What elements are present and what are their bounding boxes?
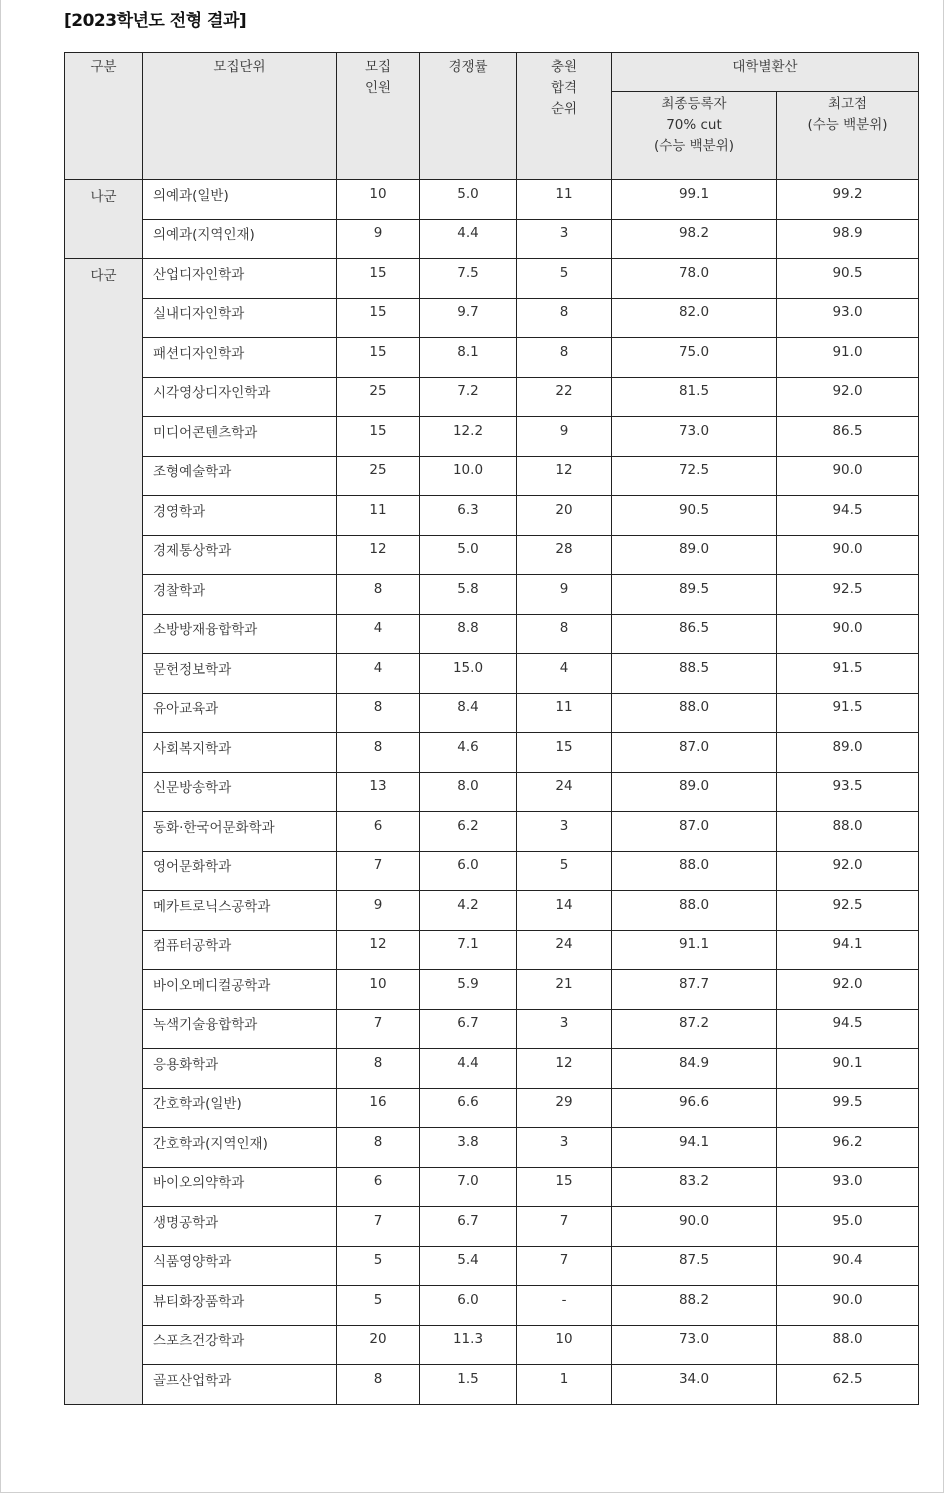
cell-quota: 12 — [337, 535, 420, 575]
cell-cut70: 81.5 — [612, 377, 777, 417]
cell-quota: 8 — [337, 575, 420, 615]
cell-max: 99.5 — [777, 1088, 919, 1128]
table-row — [65, 851, 919, 891]
cell-unit: 식품영양학과 — [143, 1246, 337, 1286]
cell-cut70: 87.0 — [612, 733, 777, 773]
header-conversion: 대학별환산 — [612, 53, 919, 92]
table-row — [65, 377, 919, 417]
cell-quota: 5 — [337, 1246, 420, 1286]
cell-waitlist: 29 — [517, 1088, 612, 1128]
cell-unit: 응용화학과 — [143, 1049, 337, 1089]
table-row — [65, 970, 919, 1010]
cell-max: 92.0 — [777, 377, 919, 417]
cell-unit: 실내디자인학과 — [143, 298, 337, 338]
header-competition: 경쟁률 — [420, 53, 517, 180]
cell-waitlist: 15 — [517, 1167, 612, 1207]
cell-unit: 뷰티화장품학과 — [143, 1286, 337, 1326]
cell-quota: 12 — [337, 930, 420, 970]
cell-quota: 6 — [337, 1167, 420, 1207]
cell-competition: 6.3 — [420, 496, 517, 536]
cell-quota: 9 — [337, 891, 420, 931]
cell-cut70: 87.0 — [612, 812, 777, 852]
cell-cut70: 86.5 — [612, 614, 777, 654]
cell-waitlist: 12 — [517, 1049, 612, 1089]
cell-quota: 20 — [337, 1325, 420, 1365]
table-row — [65, 259, 919, 299]
cell-waitlist: 11 — [517, 693, 612, 733]
cell-max: 93.5 — [777, 772, 919, 812]
cell-max: 90.4 — [777, 1246, 919, 1286]
cell-unit: 간호학과(지역인재) — [143, 1128, 337, 1168]
cell-quota: 8 — [337, 1049, 420, 1089]
table-row — [65, 1325, 919, 1365]
header-max: 최고점 (수능 백분위) — [777, 92, 919, 180]
cell-quota: 15 — [337, 298, 420, 338]
header-unit: 모집단위 — [143, 53, 337, 180]
cell-max: 86.5 — [777, 417, 919, 457]
cell-cut70: 91.1 — [612, 930, 777, 970]
cell-competition: 3.8 — [420, 1128, 517, 1168]
cell-quota: 5 — [337, 1286, 420, 1326]
cell-waitlist: - — [517, 1286, 612, 1326]
cell-unit: 패션디자인학과 — [143, 338, 337, 378]
table-row — [65, 1246, 919, 1286]
cell-waitlist: 14 — [517, 891, 612, 931]
table-row — [65, 535, 919, 575]
cell-unit: 간호학과(일반) — [143, 1088, 337, 1128]
table-row — [65, 812, 919, 852]
table-row — [65, 1286, 919, 1326]
cell-competition: 5.9 — [420, 970, 517, 1010]
cell-waitlist: 8 — [517, 614, 612, 654]
admission-results-table — [64, 52, 919, 1405]
table-body — [65, 180, 919, 1405]
cell-max: 90.0 — [777, 614, 919, 654]
cell-cut70: 87.2 — [612, 1009, 777, 1049]
table-row — [65, 614, 919, 654]
cell-max: 62.5 — [777, 1365, 919, 1405]
cell-quota: 8 — [337, 733, 420, 773]
cell-cut70: 96.6 — [612, 1088, 777, 1128]
table-row — [65, 1167, 919, 1207]
cell-quota: 13 — [337, 772, 420, 812]
cell-competition: 7.1 — [420, 930, 517, 970]
cell-max: 91.5 — [777, 693, 919, 733]
table-row — [65, 338, 919, 378]
cell-quota: 16 — [337, 1088, 420, 1128]
cell-waitlist: 15 — [517, 733, 612, 773]
cell-waitlist: 21 — [517, 970, 612, 1010]
cell-cut70: 88.2 — [612, 1286, 777, 1326]
cell-cut70: 89.0 — [612, 772, 777, 812]
cell-cut70: 99.1 — [612, 180, 777, 220]
cell-waitlist: 3 — [517, 1128, 612, 1168]
cell-waitlist: 10 — [517, 1325, 612, 1365]
cell-cut70: 88.5 — [612, 654, 777, 694]
cell-waitlist: 28 — [517, 535, 612, 575]
table-row — [65, 693, 919, 733]
cell-waitlist: 9 — [517, 417, 612, 457]
cell-competition: 7.5 — [420, 259, 517, 299]
cell-max: 92.0 — [777, 851, 919, 891]
cell-max: 90.0 — [777, 535, 919, 575]
cell-quota: 15 — [337, 417, 420, 457]
cell-competition: 5.0 — [420, 535, 517, 575]
cell-max: 93.0 — [777, 298, 919, 338]
table-row — [65, 219, 919, 259]
cell-cut70: 78.0 — [612, 259, 777, 299]
cell-competition: 11.3 — [420, 1325, 517, 1365]
cell-unit: 컴퓨터공학과 — [143, 930, 337, 970]
cell-cut70: 89.0 — [612, 535, 777, 575]
cell-unit: 의예과(지역인재) — [143, 219, 337, 259]
cell-waitlist: 22 — [517, 377, 612, 417]
cell-unit: 생명공학과 — [143, 1207, 337, 1247]
cell-max: 92.5 — [777, 891, 919, 931]
cell-competition: 5.4 — [420, 1246, 517, 1286]
cell-max: 88.0 — [777, 812, 919, 852]
cell-unit: 바이오의약학과 — [143, 1167, 337, 1207]
cell-quota: 15 — [337, 259, 420, 299]
cell-waitlist: 5 — [517, 851, 612, 891]
cell-competition: 6.0 — [420, 1286, 517, 1326]
cell-waitlist: 8 — [517, 338, 612, 378]
header-waitlist: 충원 합격 순위 — [517, 53, 612, 180]
cell-unit: 동화·한국어문화학과 — [143, 812, 337, 852]
cell-competition: 7.0 — [420, 1167, 517, 1207]
cell-cut70: 88.0 — [612, 851, 777, 891]
cell-cut70: 73.0 — [612, 417, 777, 457]
cell-cut70: 83.2 — [612, 1167, 777, 1207]
cell-waitlist: 3 — [517, 219, 612, 259]
cell-quota: 6 — [337, 812, 420, 852]
header-category: 구분 — [65, 53, 143, 180]
cell-competition: 10.0 — [420, 456, 517, 496]
cell-unit: 의예과(일반) — [143, 180, 337, 220]
cell-max: 98.9 — [777, 219, 919, 259]
cell-quota: 8 — [337, 1365, 420, 1405]
header-quota: 모집 인원 — [337, 53, 420, 180]
cell-max: 95.0 — [777, 1207, 919, 1247]
cell-waitlist: 8 — [517, 298, 612, 338]
cell-max: 92.5 — [777, 575, 919, 615]
cell-quota: 7 — [337, 1009, 420, 1049]
cell-cut70: 73.0 — [612, 1325, 777, 1365]
table-row — [65, 417, 919, 457]
cell-competition: 8.4 — [420, 693, 517, 733]
table-row — [65, 1207, 919, 1247]
cell-unit: 메카트로닉스공학과 — [143, 891, 337, 931]
cell-unit: 경찰학과 — [143, 575, 337, 615]
cell-competition: 4.2 — [420, 891, 517, 931]
cell-waitlist: 7 — [517, 1246, 612, 1286]
table-row — [65, 575, 919, 615]
cell-waitlist: 3 — [517, 812, 612, 852]
cell-quota: 7 — [337, 851, 420, 891]
cell-unit: 경제통상학과 — [143, 535, 337, 575]
cell-unit: 미디어콘텐츠학과 — [143, 417, 337, 457]
cell-unit: 바이오메디컬공학과 — [143, 970, 337, 1010]
cell-quota: 25 — [337, 456, 420, 496]
cell-max: 90.5 — [777, 259, 919, 299]
cell-competition: 6.7 — [420, 1207, 517, 1247]
cell-unit: 조형예술학과 — [143, 456, 337, 496]
cell-unit: 소방방재융합학과 — [143, 614, 337, 654]
cell-cut70: 87.5 — [612, 1246, 777, 1286]
cell-competition: 8.8 — [420, 614, 517, 654]
cell-max: 99.2 — [777, 180, 919, 220]
cell-competition: 1.5 — [420, 1365, 517, 1405]
table-row — [65, 1088, 919, 1128]
cell-waitlist: 11 — [517, 180, 612, 220]
cell-competition: 8.1 — [420, 338, 517, 378]
cell-competition: 6.6 — [420, 1088, 517, 1128]
cell-quota: 4 — [337, 614, 420, 654]
cell-unit: 유아교육과 — [143, 693, 337, 733]
cell-unit: 시각영상디자인학과 — [143, 377, 337, 417]
cell-waitlist: 5 — [517, 259, 612, 299]
cell-unit: 신문방송학과 — [143, 772, 337, 812]
cell-cut70: 72.5 — [612, 456, 777, 496]
table-row — [65, 733, 919, 773]
group-label: 나군 — [65, 180, 143, 259]
table-row — [65, 298, 919, 338]
cell-max: 92.0 — [777, 970, 919, 1010]
cell-unit: 문헌정보학과 — [143, 654, 337, 694]
cell-unit: 골프산업학과 — [143, 1365, 337, 1405]
cell-max: 94.5 — [777, 496, 919, 536]
cell-waitlist: 24 — [517, 930, 612, 970]
table-row — [65, 1009, 919, 1049]
cell-cut70: 90.5 — [612, 496, 777, 536]
table-row — [65, 772, 919, 812]
cell-unit: 녹색기술융합학과 — [143, 1009, 337, 1049]
cell-cut70: 84.9 — [612, 1049, 777, 1089]
cell-competition: 4.6 — [420, 733, 517, 773]
cell-unit: 산업디자인학과 — [143, 259, 337, 299]
cell-competition: 6.2 — [420, 812, 517, 852]
table-row — [65, 1365, 919, 1405]
cell-quota: 9 — [337, 219, 420, 259]
cell-cut70: 82.0 — [612, 298, 777, 338]
cell-max: 93.0 — [777, 1167, 919, 1207]
table-row — [65, 456, 919, 496]
cell-competition: 7.2 — [420, 377, 517, 417]
cell-waitlist: 1 — [517, 1365, 612, 1405]
table-row — [65, 891, 919, 931]
cell-waitlist: 12 — [517, 456, 612, 496]
cell-cut70: 88.0 — [612, 891, 777, 931]
cell-waitlist: 9 — [517, 575, 612, 615]
cell-max: 90.0 — [777, 1286, 919, 1326]
cell-unit: 사회복지학과 — [143, 733, 337, 773]
table-row — [65, 654, 919, 694]
cell-cut70: 98.2 — [612, 219, 777, 259]
group-label: 다군 — [65, 259, 143, 1405]
page-title: [2023학년도 전형 결과] — [64, 11, 247, 31]
cell-competition: 9.7 — [420, 298, 517, 338]
cell-cut70: 87.7 — [612, 970, 777, 1010]
cell-quota: 11 — [337, 496, 420, 536]
table-row — [65, 930, 919, 970]
cell-competition: 5.0 — [420, 180, 517, 220]
cell-quota: 10 — [337, 970, 420, 1010]
cell-competition: 6.7 — [420, 1009, 517, 1049]
cell-competition: 12.2 — [420, 417, 517, 457]
cell-cut70: 89.5 — [612, 575, 777, 615]
cell-max: 90.1 — [777, 1049, 919, 1089]
cell-quota: 4 — [337, 654, 420, 694]
table-row — [65, 1128, 919, 1168]
cell-quota: 7 — [337, 1207, 420, 1247]
cell-competition: 4.4 — [420, 1049, 517, 1089]
table-row — [65, 180, 919, 220]
cell-quota: 8 — [337, 1128, 420, 1168]
cell-cut70: 90.0 — [612, 1207, 777, 1247]
cell-quota: 25 — [337, 377, 420, 417]
cell-max: 90.0 — [777, 456, 919, 496]
cell-waitlist: 7 — [517, 1207, 612, 1247]
cell-competition: 15.0 — [420, 654, 517, 694]
cell-unit: 영어문화학과 — [143, 851, 337, 891]
cell-competition: 8.0 — [420, 772, 517, 812]
cell-cut70: 34.0 — [612, 1365, 777, 1405]
cell-cut70: 94.1 — [612, 1128, 777, 1168]
cell-max: 94.5 — [777, 1009, 919, 1049]
cell-quota: 15 — [337, 338, 420, 378]
cell-competition: 6.0 — [420, 851, 517, 891]
cell-competition: 4.4 — [420, 219, 517, 259]
cell-unit: 경영학과 — [143, 496, 337, 536]
cell-waitlist: 4 — [517, 654, 612, 694]
cell-waitlist: 3 — [517, 1009, 612, 1049]
cell-waitlist: 20 — [517, 496, 612, 536]
table-row — [65, 496, 919, 536]
cell-waitlist: 24 — [517, 772, 612, 812]
cell-quota: 8 — [337, 693, 420, 733]
cell-max: 91.5 — [777, 654, 919, 694]
table-row — [65, 1049, 919, 1089]
cell-quota: 10 — [337, 180, 420, 220]
cell-max: 94.1 — [777, 930, 919, 970]
header-cut70: 최종등록자 70% cut (수능 백분위) — [612, 92, 777, 180]
cell-max: 88.0 — [777, 1325, 919, 1365]
cell-unit: 스포츠건강학과 — [143, 1325, 337, 1365]
cell-cut70: 75.0 — [612, 338, 777, 378]
cell-cut70: 88.0 — [612, 693, 777, 733]
cell-max: 91.0 — [777, 338, 919, 378]
cell-max: 96.2 — [777, 1128, 919, 1168]
cell-competition: 5.8 — [420, 575, 517, 615]
cell-max: 89.0 — [777, 733, 919, 773]
